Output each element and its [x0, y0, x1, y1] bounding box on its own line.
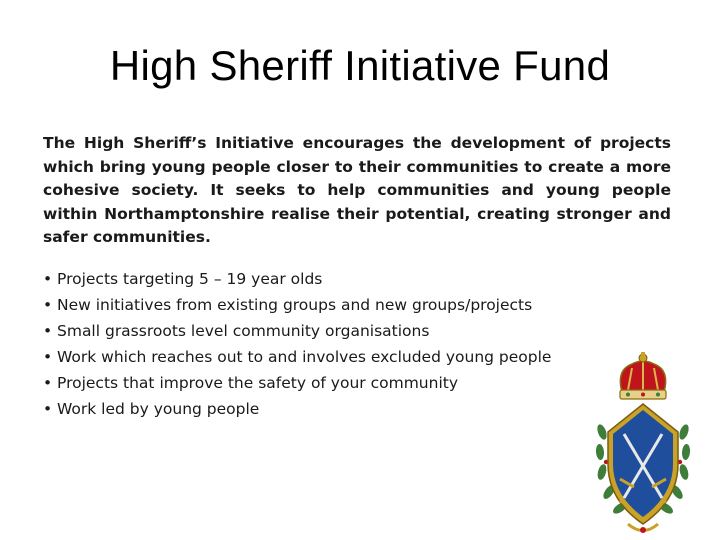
bullet-icon: •: [43, 322, 53, 340]
bullet-icon: •: [43, 400, 53, 418]
list-item: [43, 318, 551, 344]
criteria-list: [43, 266, 551, 422]
list-item-text: Work which reaches out to and involves excluded young people: [57, 348, 552, 366]
list-item-text: Projects that improve the safety of your community: [57, 374, 458, 392]
bullet-icon: •: [43, 374, 53, 392]
crown-icon: [620, 352, 666, 399]
bullet-icon: •: [43, 348, 53, 366]
list-item-text: Projects targeting 5 – 19 year olds: [57, 270, 323, 288]
list-item-text: Small grassroots level community organisations: [57, 322, 430, 340]
page-title: High Sheriff Initiative Fund: [109, 42, 611, 89]
list-item: [43, 266, 551, 292]
list-item: [43, 370, 551, 396]
intro-paragraph: The High Sheriff’s Initiative encourages the development of projects which bring young people closer to their communities to create a more cohesive society. It seeks to help communities and young people within Northamptonshire realise their potential, creating stronger and safer communities.: [43, 134, 671, 246]
bullet-icon: •: [43, 296, 53, 314]
list-item: [43, 292, 551, 318]
high-sheriff-crest-icon: [592, 352, 694, 537]
list-item-text: Work led by young people: [57, 400, 260, 418]
list-item: [43, 396, 551, 422]
bullet-icon: •: [43, 270, 53, 288]
list-item: [43, 344, 551, 370]
list-item-text: New initiatives from existing groups and new groups/projects: [57, 296, 533, 314]
